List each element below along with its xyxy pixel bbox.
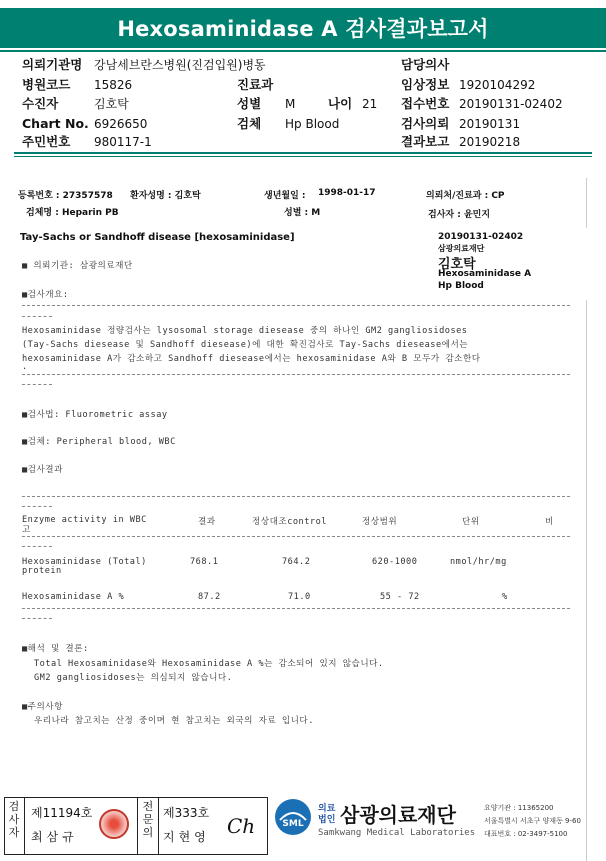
doctor-license: 제333호 xyxy=(163,806,210,820)
col-header-unit: 단위 xyxy=(462,517,480,527)
examiner-label: 검사자 xyxy=(8,800,20,839)
dash-short xyxy=(22,316,52,317)
label-chart-no: Chart No. xyxy=(22,116,89,131)
divider xyxy=(137,798,138,854)
col-header-control: 정상대조control xyxy=(252,517,327,527)
institution: ■ 의뢰기관: 삼광의료재단 xyxy=(22,261,133,271)
row-a-name: Hexosaminidase A % xyxy=(22,592,125,602)
header-divider xyxy=(14,152,592,154)
row-total-result: 768.1 xyxy=(190,557,219,567)
divider xyxy=(158,798,159,854)
stamp-name: 김호탁 xyxy=(438,257,476,272)
interp-heading: ■해석 및 결론: xyxy=(22,644,89,654)
value-receipt-no: 20190131-02402 xyxy=(459,97,563,111)
value-resident-no: 980117-1 xyxy=(94,135,152,149)
org-type-1: 의료 xyxy=(318,804,336,814)
sample-stamp xyxy=(438,228,588,300)
col-header-range: 정상범위 xyxy=(362,517,398,527)
interp-line-2: GM2 gangliosidoses는 의심되지 않습니다. xyxy=(34,673,233,683)
interp-line-1: Total Hexosaminidase와 Hexosaminidase A %는 감소되어 있지 않습니다. xyxy=(34,659,384,669)
label-specimen: 검체 xyxy=(237,116,262,131)
examiner-license: 제11194호 xyxy=(31,806,93,820)
value-clinic: 강남세브란스병원(진검입원)병동 xyxy=(94,58,266,72)
label-sex: 성별 xyxy=(237,96,262,111)
value-clinical-info: 1920104292 xyxy=(459,78,536,92)
logo-text: SML xyxy=(282,819,304,829)
row-a-unit: % xyxy=(502,592,508,602)
row-total-range: 620-1000 xyxy=(372,557,418,567)
row-total-unit: nmol/hr/mg xyxy=(450,557,507,567)
result-heading: ■검사결과 xyxy=(22,465,63,475)
col-header-enzyme: Enzyme activity in WBC xyxy=(22,515,147,525)
value-specimen: Hp Blood xyxy=(285,117,340,131)
report-title: Hexosaminidase A 검사결과보고서 xyxy=(0,8,606,48)
overview-line-1: Hexosaminidase 정량검사는 lysosomal storage diesease 중의 하나인 GM2 gangliosidoses xyxy=(22,326,468,336)
header-age xyxy=(328,97,377,111)
label-age: 나이 xyxy=(328,96,353,111)
sml-logo-icon xyxy=(274,798,312,836)
registration-no: 등록번호 : 27357578 xyxy=(18,191,113,201)
dob-value: 1998-01-17 xyxy=(318,188,376,198)
label-resident-no: 주민번호 xyxy=(22,134,71,149)
notes-line: 우리나라 참고치는 산정 중이며 현 참고치는 외국의 자료 입니다. xyxy=(34,716,314,726)
dash-short xyxy=(22,506,52,507)
dash-line xyxy=(22,536,570,537)
patient-name: 환자성명 : 김호탁 xyxy=(130,191,201,201)
org-phone: 대표번호 : 02-3497-5100 xyxy=(484,830,568,838)
row-a-control: 71.0 xyxy=(288,592,311,602)
row-total-control: 764.2 xyxy=(282,557,311,567)
specimen-type: ■검체: Peripheral blood, WBC xyxy=(22,437,176,447)
stamp-org: 삼광의료재단 xyxy=(438,244,485,253)
org-english: Samkwang Medical Laboratories xyxy=(318,828,476,838)
examiner: 검사자 : 윤민지 xyxy=(428,210,491,220)
label-report-date: 결과보고 xyxy=(401,134,450,149)
examiner-name: 최삼규 xyxy=(31,830,78,844)
dash-line xyxy=(22,305,570,306)
value-chart-no: 6926650 xyxy=(94,117,148,131)
org-name: 삼광의료재단 xyxy=(340,803,456,827)
notes-heading: ■주의사항 xyxy=(22,702,63,712)
title-divider xyxy=(0,50,606,52)
value-patient: 김호탁 xyxy=(94,97,129,111)
value-report-date: 20190218 xyxy=(459,135,521,149)
org-type-2: 법인 xyxy=(318,815,336,825)
overview-line-3: hexosaminidase A가 감소하고 Sandhoff diesease에서는 hexosaminidase A와 B 모두가 감소한다 xyxy=(22,354,481,364)
col-header-result: 결과 xyxy=(198,517,216,527)
stamp-specimen: Hp Blood xyxy=(438,281,484,291)
signature-box xyxy=(4,797,268,855)
dash-short xyxy=(22,384,52,385)
dash-short xyxy=(22,546,52,547)
row-a-result: 87.2 xyxy=(198,592,221,602)
divider xyxy=(24,798,25,854)
examiner-seal-icon xyxy=(99,809,129,839)
doctor-signature: Ch xyxy=(227,814,256,838)
doctor-label: 전문의 xyxy=(142,800,154,839)
label-request-date: 검사의뢰 xyxy=(401,116,450,131)
value-age: 21 xyxy=(361,97,378,111)
label-patient: 수진자 xyxy=(22,96,59,111)
row-total-name-2: protein xyxy=(22,566,62,576)
label-clinical-info: 임상정보 xyxy=(401,77,450,92)
row-total-name: Hexosaminidase (Total) xyxy=(22,557,147,567)
value-sex: M xyxy=(285,97,296,111)
sex: 성별 : M xyxy=(284,208,321,218)
overview-line-4: . xyxy=(22,362,28,372)
dash-short xyxy=(22,618,52,619)
test-title: Tay-Sachs or Sandhoff disease [hexosaminidase] xyxy=(20,232,295,243)
col-header-enzyme-2: 고 xyxy=(22,525,31,535)
overview-heading: ■검사개요: xyxy=(22,290,69,300)
stamp-receipt: 20190131-02402 xyxy=(438,232,524,242)
specimen-name: 검체명 : Heparin PB xyxy=(26,208,119,218)
overview-line-2: (Tay-Sachs diesease 및 Sandhoff diesease)에 대한 확진검사로 Tay-Sachs diesease에서는 xyxy=(22,340,469,350)
doctor-name: 지현영 xyxy=(163,830,210,844)
dash-line xyxy=(22,374,570,375)
result-sheet xyxy=(12,178,592,788)
dob-label: 생년월일 : xyxy=(264,191,306,201)
label-doctor: 담당의사 xyxy=(401,57,450,72)
header-divider-thin xyxy=(14,156,592,157)
label-receipt-no: 접수번호 xyxy=(401,96,450,111)
method: ■검사법: Fluorometric assay xyxy=(22,410,168,420)
org-address: 서울특별시 서초구 양재동 9-60 xyxy=(484,817,581,825)
stamp-test: Hexosaminidase A xyxy=(438,269,532,279)
dash-line xyxy=(22,496,570,497)
label-hospital-code: 병원코드 xyxy=(22,77,71,92)
label-department: 진료과 xyxy=(237,77,274,92)
value-request-date: 20190131 xyxy=(459,117,521,131)
dash-line xyxy=(22,608,570,609)
row-a-range: 55 - 72 xyxy=(380,592,420,602)
requester-dept: 의뢰처/진료과 : CP xyxy=(426,191,505,201)
value-hospital-code: 15826 xyxy=(94,78,133,92)
care-org-code: 요양기관 : 11365200 xyxy=(484,804,554,812)
col-header-note: 비 xyxy=(545,517,554,527)
label-clinic: 의뢰기관명 xyxy=(22,57,83,72)
